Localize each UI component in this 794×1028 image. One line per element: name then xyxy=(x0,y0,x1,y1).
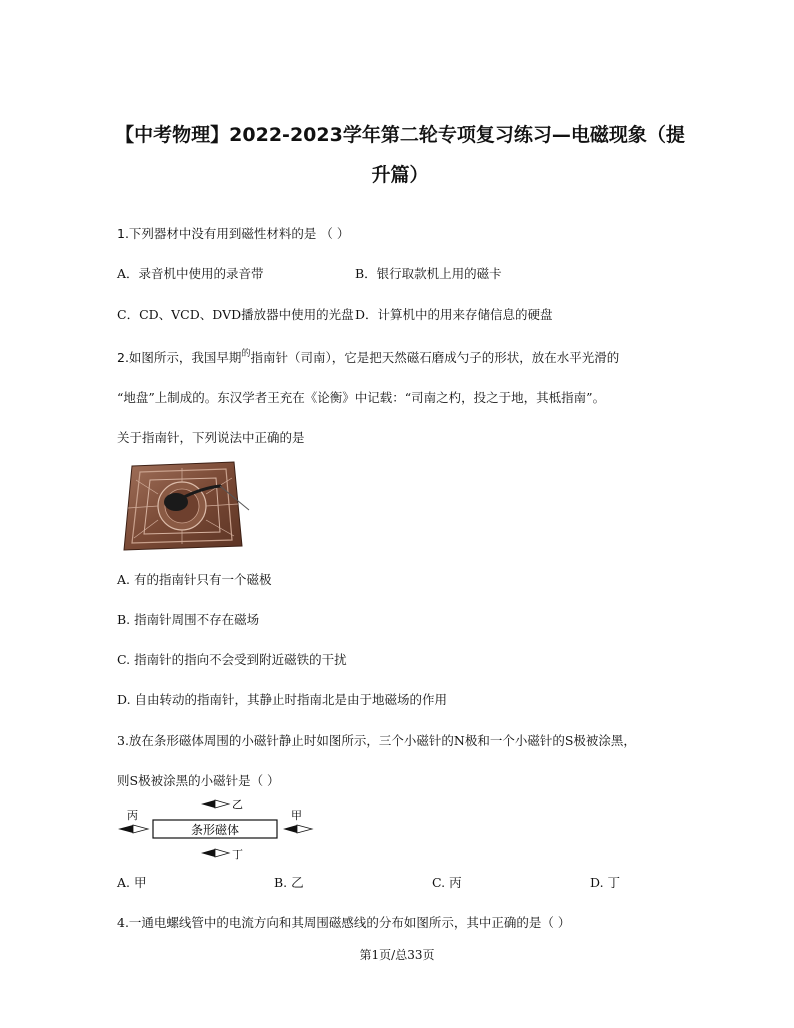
question-2-line2: “地盘”上制成的。东汉学者王充在《论衡》中记载：“司南之杓，投之于地，其柢指南”。 xyxy=(117,390,606,405)
question-4-stem: 4.一通电螺线管中的电流方向和其周围磁感线的分布如图所示，其中正确的是（ ） xyxy=(117,915,571,930)
page-title-line2: 升篇） xyxy=(371,164,429,186)
question-1-option-b: B．银行取款机上用的磁卡 xyxy=(355,266,502,281)
question-2-option-c: C. 指南针的指向不会受到附近磁铁的干扰 xyxy=(117,652,347,667)
question-1-option-d: D．计算机中的用来存储信息的硬盘 xyxy=(355,307,553,322)
label-ding: 丁 xyxy=(232,848,243,861)
needle-ding xyxy=(201,849,229,857)
needle-bing xyxy=(118,825,148,833)
label-bing: 丙 xyxy=(127,809,138,822)
question-2-line3: 关于指南针，下列说法中正确的是 xyxy=(117,430,305,445)
question-2-option-a: A. 有的指南针只有一个磁极 xyxy=(117,572,272,587)
question-2-line1-end: 指南针（司南），它是把天然磁石磨成勺子的形状，放在水平光滑的 xyxy=(250,350,620,365)
question-2-line1 xyxy=(117,348,619,366)
question-3-line2: 则S极被涂黑的小磁针是（ ） xyxy=(117,773,280,788)
needle-jia xyxy=(283,825,312,833)
question-3-option-b: B. 乙 xyxy=(274,875,304,890)
question-2-option-b: B. 指南针周围不存在磁场 xyxy=(117,612,260,627)
bar-magnet-figure xyxy=(115,793,320,863)
question-2-line1-start: 2.如图所示，我国早期 xyxy=(117,350,242,365)
question-3-option-d: D. 丁 xyxy=(590,875,621,890)
question-2-superscript: 的 xyxy=(241,349,251,359)
page-number-footer: 第1页/总33页 xyxy=(359,948,435,962)
sinan-compass-image xyxy=(122,460,250,552)
question-1-option-a: A．录音机中使用的录音带 xyxy=(117,266,264,281)
question-2-option-d: D. 自由转动的指南针，其静止时指南北是由于地磁场的作用 xyxy=(117,692,448,707)
needle-yi xyxy=(201,800,229,808)
page-title-line1: 【中考物理】2022-2023学年第二轮专项复习练习—电磁现象（提 xyxy=(115,124,685,146)
bar-magnet-label: 条形磁体 xyxy=(190,823,240,837)
question-1-option-c: C．CD、VCD、DVD播放器中使用的光盘 xyxy=(117,307,354,322)
label-jia: 甲 xyxy=(291,809,302,822)
question-3-line1: 3.放在条形磁体周围的小磁针静止时如图所示，三个小磁针的N极和一个小磁针的S极被涂黑， xyxy=(117,733,636,748)
question-3-option-a: A. 甲 xyxy=(117,875,147,890)
question-3-option-c: C. 丙 xyxy=(432,875,462,890)
label-yi: 乙 xyxy=(232,798,243,811)
question-1-stem: 1.下列器材中没有用到磁性材料的是 （ ） xyxy=(117,226,350,241)
